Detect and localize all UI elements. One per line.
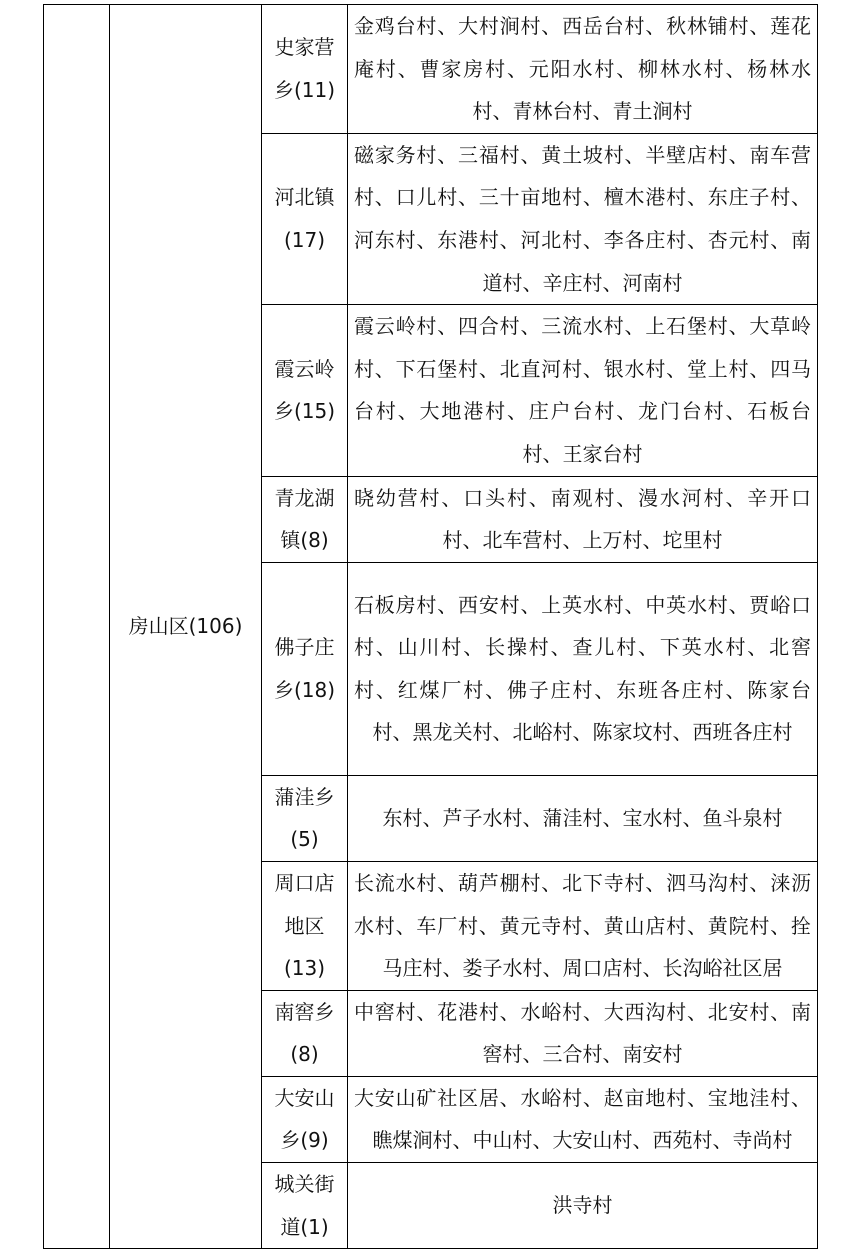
- village-list-table: [43, 4, 818, 1249]
- villages-cell: 中窖村、花港村、水峪村、大西沟村、北安村、南窖村、三合村、南安村: [348, 990, 818, 1076]
- villages-cell: 石板房村、西安村、上英水村、中英水村、贾峪口村、山川村、长操村、查儿村、下英水村、北窖村、红煤厂村、佛子庄村、东班各庄村、陈家台村、黑龙关村、北峪村、陈家坟村、西班各庄村: [348, 562, 818, 775]
- villages-cell: 金鸡台村、大村涧村、西岳台村、秋林铺村、莲花庵村、曹家房村、元阳水村、柳林水村、杨林水村、青林台村、青土涧村: [348, 5, 818, 134]
- township-cell: 南窖乡(8): [262, 990, 348, 1076]
- villages-cell: 晓幼营村、口头村、南观村、漫水河村、辛开口村、北车营村、上万村、坨里村: [348, 476, 818, 562]
- township-cell: 城关街道(1): [262, 1163, 348, 1249]
- villages-cell: 磁家务村、三福村、黄土坡村、半壁店村、南车营村、口儿村、三十亩地村、檀木港村、东庄子村、河东村、东港村、河北村、李各庄村、杏元村、南道村、辛庄村、河南村: [348, 133, 818, 304]
- villages-cell: 东村、芦子水村、蒲洼村、宝水村、鱼斗泉村: [348, 775, 818, 861]
- township-cell: 青龙湖镇(8): [262, 476, 348, 562]
- township-cell: 周口店地区(13): [262, 861, 348, 990]
- villages-cell: 大安山矿社区居、水峪村、赵亩地村、宝地洼村、瞧煤涧村、中山村、大安山村、西苑村、寺尚村: [348, 1076, 818, 1162]
- township-cell: 蒲洼乡(5): [262, 775, 348, 861]
- villages-cell: 长流水村、葫芦棚村、北下寺村、泗马沟村、涞沥水村、车厂村、黄元寺村、黄山店村、黄院村、拴马庄村、娄子水村、周口店村、长沟峪社区居: [348, 861, 818, 990]
- index-cell: [44, 5, 110, 1249]
- villages-cell: 洪寺村: [348, 1163, 818, 1249]
- township-cell: 史家营乡(11): [262, 5, 348, 134]
- district-cell: 房山区(106): [110, 5, 262, 1249]
- township-cell: 佛子庄乡(18): [262, 562, 348, 775]
- table-row: [44, 5, 818, 134]
- township-cell: 霞云岭乡(15): [262, 305, 348, 476]
- villages-cell: 霞云岭村、四合村、三流水村、上石堡村、大草岭村、下石堡村、北直河村、银水村、堂上村、四马台村、大地港村、庄户台村、龙门台村、石板台村、王家台村: [348, 305, 818, 476]
- township-cell: 大安山乡(9): [262, 1076, 348, 1162]
- township-cell: 河北镇(17): [262, 133, 348, 304]
